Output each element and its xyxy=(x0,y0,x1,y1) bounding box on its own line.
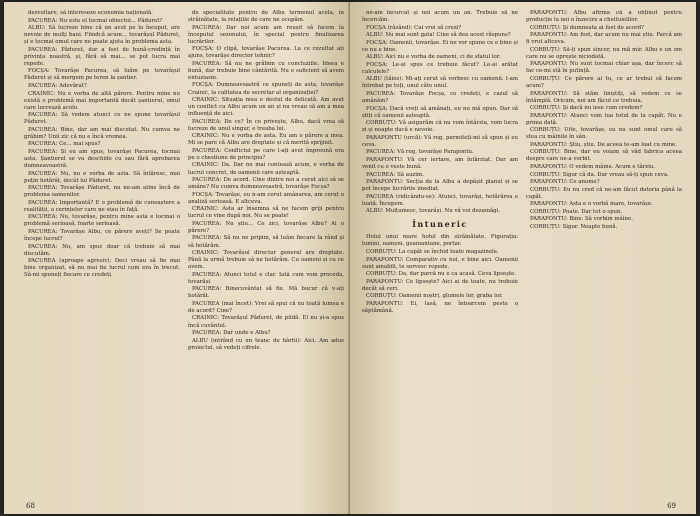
section-heading: Întuneric xyxy=(412,219,468,230)
paragraph: PACUREA: Vă rog, tovarășe Parapontu. xyxy=(366,149,474,156)
paragraph: CRAINIC: Da. Dar nu mai contează acum, e vorba de lucrul concret, de oamenii care așteaptă. xyxy=(188,162,344,176)
paragraph: CORBUȚU: Sigur că da. Dar vreau să-ți spun ceva. xyxy=(530,171,669,178)
paragraph: PACUREA: Importantă? E o problemă de cunoaștere a realității, a cerințelor care ne stau în față. xyxy=(24,199,180,213)
paragraph: CRAINIC: Nu e vorba de altă părere. Pentru mine nu există o problemă mai importantă decât șantierul, omul care lucrează acolo. xyxy=(24,90,180,111)
paragraph: ALBU (tăios): Mi-ați cerut să vorbesc cu oamenii. I-am întrebat pe toți, unul câte unul. xyxy=(362,76,518,90)
paragraph: PARAPONTU: Secția de la Albu a depășit planul și se pot începe lucrările imediat. xyxy=(362,179,518,193)
paragraph: CORBUȚU: Ce părere ai tu, ce ar trebui să facem acum? xyxy=(526,75,682,89)
paragraph: PACUREA: Nu, tovarășe, pentru mine asta e tocmai o problemă serioasă, foarte serioasă. xyxy=(24,214,180,228)
paragraph: PARAPONTU: Știu, știu. De aceea te-am luat cu mine. xyxy=(530,141,677,148)
paragraph: CORBUȚU: Bine, dar eu voiam să văd fabrica aceea despre care ne-a vorbit. xyxy=(526,149,682,163)
paragraph: CRAINIC: Tovarășul director general are dreptate. Până la urmă trebuie să ne hotărâm. Cu oameni și cu ce avem. xyxy=(188,250,344,271)
paragraph: CRAINIC: Asta ar însemna să ne facem griji pentru lucrul ce vine după noi. Nu se poate! xyxy=(188,206,344,220)
paragraph: FOCȘA: Tovarășe Pacurea, să luăm pe tovarășul Păduret și să mergem pe teren la șantier. xyxy=(24,68,180,82)
paragraph: FOCȘA: O clipă, tovarășe Pacurea. La ce rezultat ați ajuns, tovarășe director tehnic? xyxy=(188,46,344,60)
paragraph: CORBUȚU: Poate. Dar tot o spun. xyxy=(530,208,623,215)
paragraph: PACUREA: Ce... mai spus? xyxy=(28,141,101,148)
paragraph: PACUREA: Dar noi acum am reușit să facem la începutul sezonului, în special pentru finalizarea lucrărilor. xyxy=(188,24,344,45)
paragraph: PACUREA (aproape agresiv): Deci vreau să fie mai bine organizat, să nu mai fie lucrul cum era în trecut. Să-mi spuneți fiecare ce credeți. xyxy=(24,258,180,279)
paragraph: CORBUȚU: Sigur. Noapte bună. xyxy=(530,223,618,230)
paragraph: CORBUȚU: Și dumneata ai fost de acord? xyxy=(530,24,645,31)
paragraph: dezvoltare, să intereseze economia națională. xyxy=(28,10,153,16)
right-page-column-1 xyxy=(362,10,518,500)
paragraph: ALBU (intrând cu un teanc de hârtii): Aici. Am adus proiectul, să vedeți cifrele. xyxy=(188,337,344,351)
paragraph: CORBUȚU: Să-ți spun sincer, nu mă mir. Albu e un om care nu se oprește niciodată. xyxy=(526,46,682,60)
paragraph: PARAPONTU: O vedem mâine. Acum e târziu. xyxy=(530,163,656,170)
paragraph: FOCȘA: Dumneavoastră ce spuneți de asta, tovarășe Crainic, la calitatea de secretar al organizației? xyxy=(188,82,344,96)
paragraph: de specialitate pentru de Albu termenul acela, în străinătate, la relațiile de care ne ocupăm. xyxy=(188,10,344,24)
paragraph: PACUREA: Să nu ne pripim, să luăm fiecare la rând și să hotărâm. xyxy=(188,235,344,249)
paragraph: PACUREA: Și eu am spus, tovarășe Pacurea, tocmai asta. Șantierul se va deschide cu sau fără aprobarea dumneavoastră. xyxy=(24,148,180,169)
left-page-number: 68 xyxy=(26,502,35,510)
paragraph: CORBUȚU: Eu nu cred că ne-am făcut datoria până la capăt. xyxy=(526,186,682,200)
paragraph: FOCȘA: Oamenii, tovarășe. Ei ne vor spune ce e bine și ce nu e bine. xyxy=(362,39,518,53)
paragraph: CORBUȚU: Uite, tovarășe, eu nu sunt omul care să stea cu mâinile în sân. xyxy=(526,127,682,141)
paragraph: PARAPONTU: Am fost, dar acum nu mai știu. Parcă am fi vrut altceva. xyxy=(526,32,682,46)
paragraph: PACUREA: Păduret, dar a fost de bună-credință în privința noastră, și, fără să mai... se pot lucra mai repede. xyxy=(24,46,180,67)
paragraph: PACUREA: Tovarășe Albu, ce părere aveți? Se poate începe lucrul? xyxy=(24,228,180,242)
paragraph: FOCȘA: Dacă vreți să amânați, eu nu mă opun. Dar să știți că oamenii așteaptă. xyxy=(362,105,518,119)
paragraph: PACUREA: Nu știu... Ce zici, tovarășe Albu? Ai o părere? xyxy=(188,220,344,234)
paragraph: FOCȘA (râzând): Cui vrei să crezi? xyxy=(366,24,462,31)
paragraph: CRAINIC: Nu e vorba de asta. Eu am o părere a mea. Mi se pare că Albu are dreptate și că merită sprijinit. xyxy=(188,133,344,147)
paragraph: PARAPONTU: Asta e o vorbă mare, tovarășe. xyxy=(530,201,653,208)
paragraph: PARAPONTU: Să stăm liniștiți, să vedem ce se întâmplă. Oricum, noi am făcut ce trebuia. xyxy=(526,90,682,104)
paragraph: PACUREA: Dar unde e Albu? xyxy=(192,330,271,337)
paragraph: PACUREA: De ce? În ce privește, Albu, dacă vrea să lucreze de unul singur, e treaba lui. xyxy=(188,118,344,132)
paragraph: PARAPONTU (urcă): Vă rog, permiteți-mi să spun și eu ceva. xyxy=(362,134,518,148)
paragraph: PARAPONTU: Nu sunt tocmai chiar așa, dar încerc să fac ce-mi stă în putință. xyxy=(526,61,682,75)
paragraph: PACUREA: Să vedem atunci ce ne spune tovarășul Păduret. xyxy=(24,112,180,126)
paragraph: CRAINIC: Situația mea e destul de delicată. Am avut un conflict cu Albu acum un an și nu vreau să am a mea influență de aici. xyxy=(188,97,344,118)
paragraph: CORBUȚU: La capăt se închid toate magazinele. xyxy=(366,248,499,255)
paragraph: PACUREA: Tovarășe Păduret, nu ne-am atins încă de problema oamenilor. xyxy=(24,185,180,199)
paragraph: PACUREA: Nu, am spus doar că trebuie să mai discutăm. xyxy=(24,243,180,257)
paragraph: Holul unui mare hotel din străinătate. Figurația: lumini, oameni, geamantane, portar. xyxy=(362,234,518,248)
paragraph: PACUREA: Tovarășe Focșa, ce credeți, e cazul să amânăm? xyxy=(362,91,518,105)
paragraph: PARAPONTU: Ei, lasă, ne întoarcem peste o săptămână. xyxy=(362,300,518,314)
paragraph: PACUREA: Să auzim. xyxy=(366,171,424,178)
paragraph: FOCȘA: Le-ai spus ce trebuie făcut? Le-ai arătat calculele? xyxy=(362,61,518,75)
paragraph: PACUREA (ridicându-se): Atunci, tovarăși, hotărârea e luată. Începem. xyxy=(362,193,518,207)
paragraph: PACUREA: Adevărat? xyxy=(28,82,87,89)
paragraph: FOCȘA: Tovarășe, eu n-am cerut amânarea, am cerut o analiză serioasă. E altceva. xyxy=(188,191,344,205)
paragraph: CORBUȚU: Vă asigurăm că nu vom întârzia, vom lucra zi și noapte dacă e nevoie. xyxy=(362,120,518,134)
paragraph: PACUREA: Bine, dar am mai discutat. Nu cumva ne grăbim? Unii zic că nu e încă vremea. xyxy=(24,126,180,140)
paragraph: ne-am încurcat și noi acum un an. Trebuie să ne încercăm. xyxy=(362,10,518,24)
left-page-column-1 xyxy=(24,10,180,500)
paragraph: ALBU: Nu mai sunt gata! Cine să dea acest răspuns? xyxy=(366,32,511,39)
paragraph: PACUREA: Atunci totul e clar. Iată cum vom proceda, tovarăși. xyxy=(188,271,344,285)
paragraph: ALBU: Aici nu e vorba de oameni, ci de sfatul lor. xyxy=(366,54,501,61)
paragraph: PACUREA: Să nu ne grăbim cu concluziile. Ideea e bună, dar trebuie bine cântărită. Nu e suficient să avem entuziasm. xyxy=(188,60,344,81)
right-page-column-2 xyxy=(526,10,682,500)
paragraph: PACUREA: Conflictul pe care l-ați avut împreună era pe o chestiune de principiu? xyxy=(188,147,344,161)
left-page-column-2 xyxy=(188,10,344,500)
paragraph: PARAPONTU: Bine. Să vorbim mâine. xyxy=(530,216,633,223)
paragraph: PARAPONTU: Ce anume? xyxy=(530,179,600,186)
paragraph: ALBU: Mulțumesc, tovarăși. Nu vă voi dezamăgi. xyxy=(366,208,501,215)
left-page xyxy=(4,2,350,514)
paragraph: PACUREA: De acord. Cine dintre noi a cerut aici să se amâne? Nu cumva dumneavoastră, tovarășe Focșa? xyxy=(188,177,344,191)
paragraph: PARAPONTU: Comparativ cu noi, e bine aici. Oamenii sunt amabili, te servesc repede. xyxy=(362,256,518,270)
right-page xyxy=(350,2,696,514)
paragraph: PARAPONTU: Atunci vom lua totul de la capăt. Nu e prima dată. xyxy=(526,112,682,126)
paragraph: PACUREA: Nu, nu e vorba de asta. Să întăresc, mai puțin hotărât, decât lui Păduret. xyxy=(24,170,180,184)
paragraph: PARAPONTU: Ce lipsește? Aici ai de toate, nu trebuie decât să ceri. xyxy=(362,278,518,292)
paragraph: PACUREA (mai încet): Vrei să spui că nu toată lumea e de acord? Cine? xyxy=(188,300,344,314)
paragraph: CORBUȚU: Și dacă nu iese cum credem? xyxy=(530,105,643,112)
paragraph: PARAPONTU: Vă cer iertare, am întârziat. Dar am venit cu o veste bună. xyxy=(362,156,518,170)
paragraph: CORBUȚU: Oamenii noștri, glumele lor, graba lor. xyxy=(366,293,503,300)
paragraph: ALBU: Să lucreze bine că un avut pe la început, are nevoie de mulți bani. Fiindcă acum... tovarășul Păduret, și e tocmai omul care ne poate ajuta în problema asta. xyxy=(24,25,180,46)
paragraph: PARAPONTU: Albu afirma că a obținut pentru producție la noi o înzecire a cheltuielilor. xyxy=(526,10,682,24)
right-page-number: 69 xyxy=(667,502,676,510)
book-spread xyxy=(4,2,696,514)
paragraph: CORBUȚU: Da, dar parcă nu e ca acasă. Ceva lipsește. xyxy=(366,271,517,278)
paragraph: PACUREA: Nu este el tocmai obiectul... Păduret? xyxy=(28,17,163,24)
paragraph: PACUREA: Binecuvântat să fie. Mă bucur că v-ați hotărât. xyxy=(188,286,344,300)
paragraph: CRAINIC: Tovarășul Păduret, de pildă. El nu și-a spus încă cuvântul. xyxy=(188,315,344,329)
